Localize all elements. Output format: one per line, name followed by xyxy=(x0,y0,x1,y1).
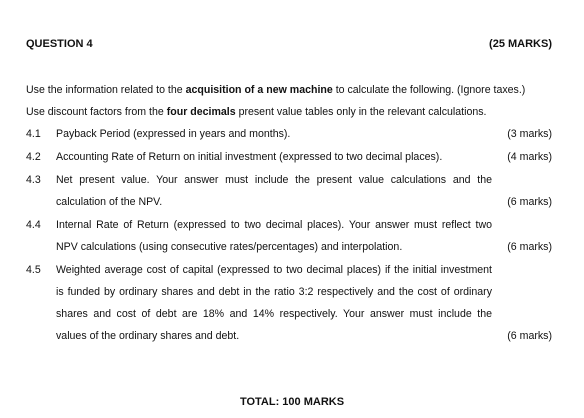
item-text: Net present value. Your answer must include the present value calculations and the xyxy=(56,174,492,186)
question-item-4-2 xyxy=(26,149,552,171)
item-marks: (6 marks) xyxy=(507,330,552,342)
item-marks: (6 marks) xyxy=(507,241,552,253)
intro-line-2 xyxy=(26,104,556,120)
item-marks: (4 marks) xyxy=(507,151,552,163)
intro-text: to calculate the following. (Ignore taxes.) xyxy=(332,84,526,96)
item-text: Accounting Rate of Return on initial investment (expressed to two decimal places). xyxy=(56,151,443,163)
question-item-4-1 xyxy=(26,126,552,148)
intro-line-1 xyxy=(26,82,556,98)
intro-emphasis: four decimals xyxy=(166,106,236,118)
item-text: Internal Rate of Return (expressed to two decimal places). Your answer must reflect two xyxy=(56,219,492,231)
question-title: QUESTION 4 xyxy=(26,38,93,50)
question-item-4-5 xyxy=(26,262,552,350)
item-text: NPV calculations (using consecutive rates/percentages) and interpolation. xyxy=(56,241,403,253)
question-header xyxy=(26,38,552,50)
item-number: 4.4 xyxy=(26,219,41,231)
intro-text: present value tables only in the relevant calculations. xyxy=(235,106,487,118)
item-marks: (3 marks) xyxy=(507,128,552,140)
question-item-4-4 xyxy=(26,217,552,261)
question-total-marks: (25 MARKS) xyxy=(489,38,552,50)
item-text: Payback Period (expressed in years and months). xyxy=(56,128,291,140)
intro-emphasis: acquisition of a new machine xyxy=(185,84,333,96)
item-marks: (6 marks) xyxy=(507,196,552,208)
item-text: Weighted average cost of capital (expressed to two decimal places) if the initial investment xyxy=(56,264,492,276)
item-number: 4.5 xyxy=(26,264,41,276)
item-number: 4.1 xyxy=(26,128,41,140)
intro-text: Use discount factors from the xyxy=(26,106,167,118)
total-marks: TOTAL: 100 MARKS xyxy=(239,396,345,408)
item-text: is funded by ordinary shares and debt in the ratio 3:2 respectively and the cost of ordinary xyxy=(56,286,492,298)
item-text: shares and cost of debt are 18% and 14% respectively. Your answer must include the xyxy=(56,308,492,320)
item-text: calculation of the NPV. xyxy=(56,196,163,208)
question-item-4-3 xyxy=(26,172,552,216)
item-text: values of the ordinary shares and debt. xyxy=(56,330,240,342)
item-number: 4.3 xyxy=(26,174,41,186)
item-number: 4.2 xyxy=(26,151,41,163)
intro-text: Use the information related to the xyxy=(26,84,186,96)
